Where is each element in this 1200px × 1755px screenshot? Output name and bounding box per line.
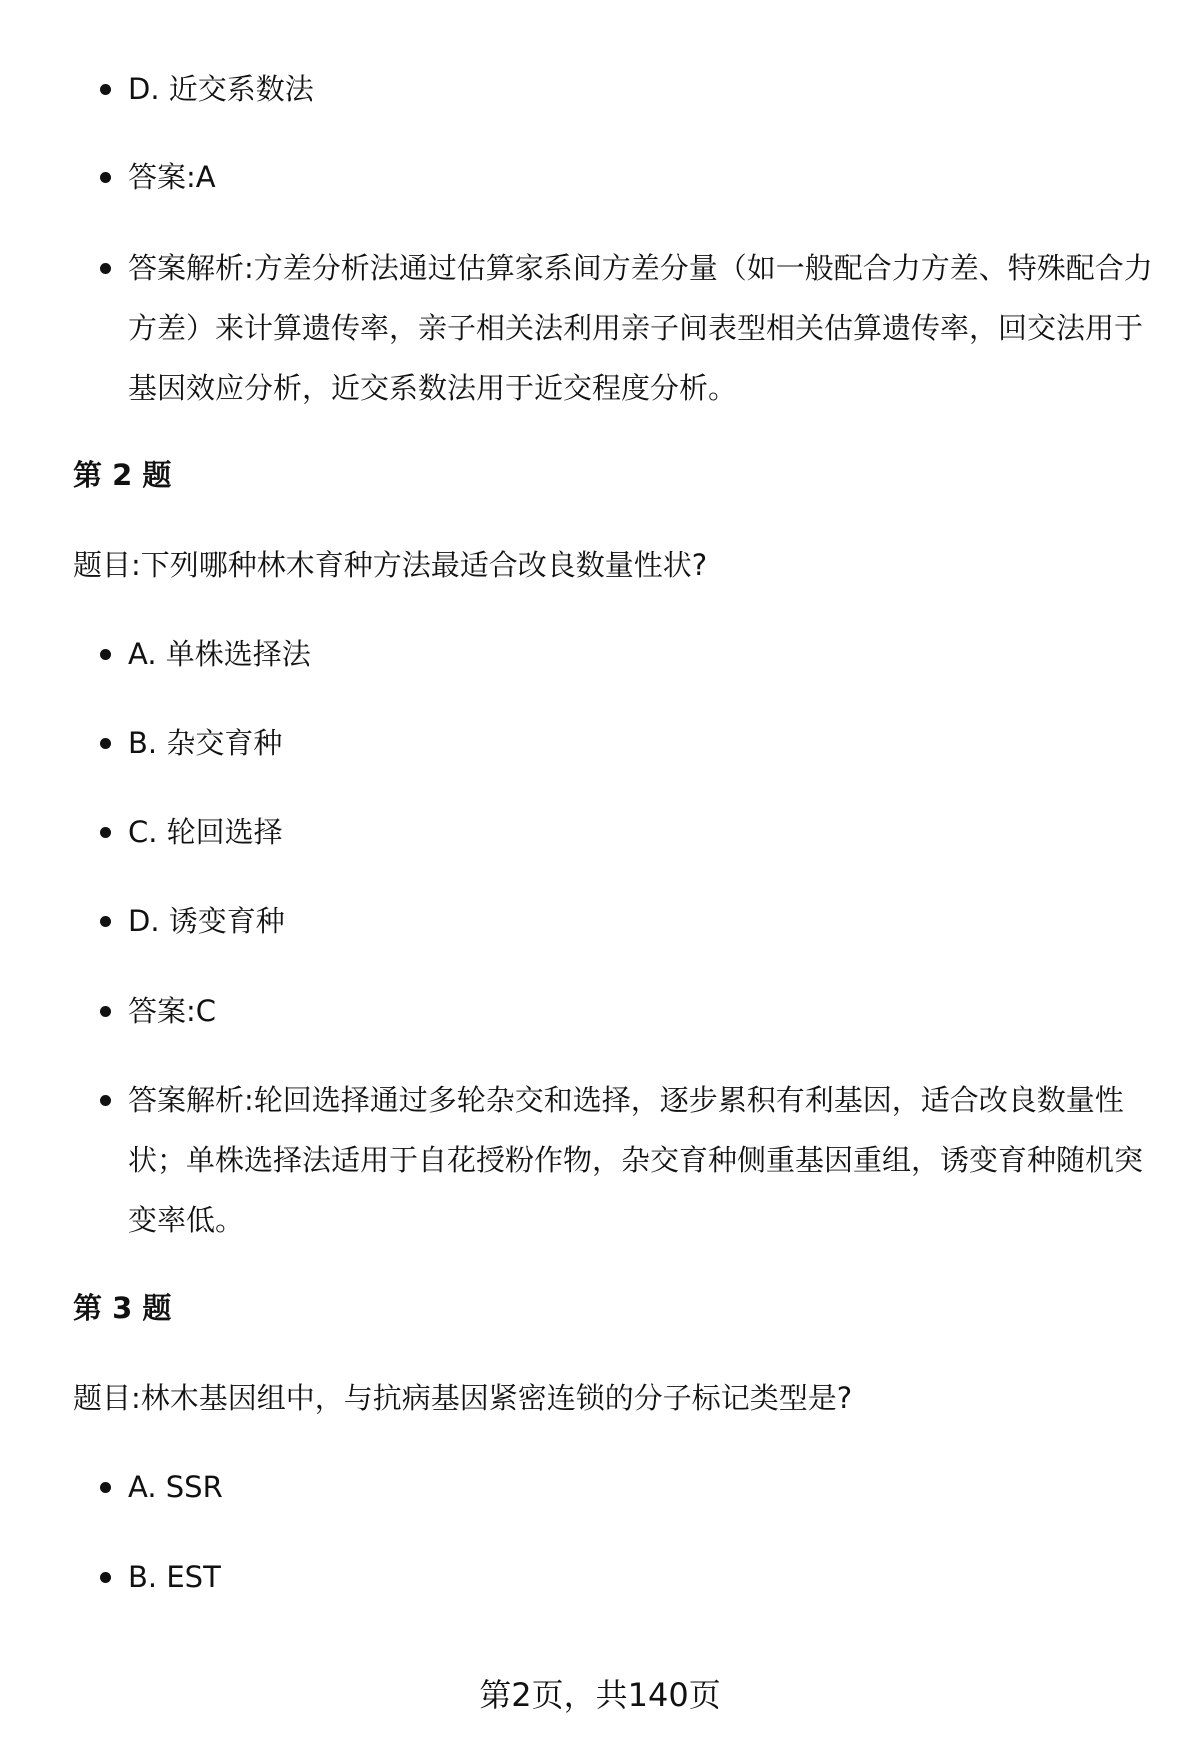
q2-heading: 第 2 题 [73, 458, 172, 492]
q2-option-b: B. 杂交育种 [128, 713, 1158, 773]
q2-question: 题目:下列哪种林木育种方法最适合改良数量性状? [73, 548, 708, 582]
q2-answer: 答案:C [128, 981, 1158, 1041]
q1-explanation: 答案解析:方差分析法通过估算家系间方差分量（如一般配合力方差、特殊配合力方差）来计算遗传率，亲子相关法利用亲子间表型相关估算遗传率，回交法用于基因效应分析，近交系数法用于近交程度分析。 [128, 238, 1158, 418]
q3-option-b: B. EST [128, 1547, 1158, 1607]
q2-explanation: 答案解析:轮回选择通过多轮杂交和选择，逐步累积有利基因，适合改良数量性状；单株选择法适用于自花授粉作物，杂交育种侧重基因重组，诱变育种随机突变率低。 [128, 1070, 1158, 1250]
q2-option-a: A. 单株选择法 [128, 624, 1158, 684]
q3-heading: 第 3 题 [73, 1291, 172, 1325]
q2-option-d: D. 诱变育种 [128, 891, 1158, 951]
page-indicator: 第2页，共140页 [479, 1676, 721, 1714]
q3-option-a: A. SSR [128, 1457, 1158, 1517]
q3-question: 题目:林木基因组中，与抗病基因紧密连锁的分子标记类型是? [73, 1381, 853, 1415]
q2-option-c: C. 轮回选择 [128, 802, 1158, 862]
q1-answer: 答案:A [128, 147, 1158, 207]
q1-option-d: D. 近交系数法 [128, 59, 1158, 119]
